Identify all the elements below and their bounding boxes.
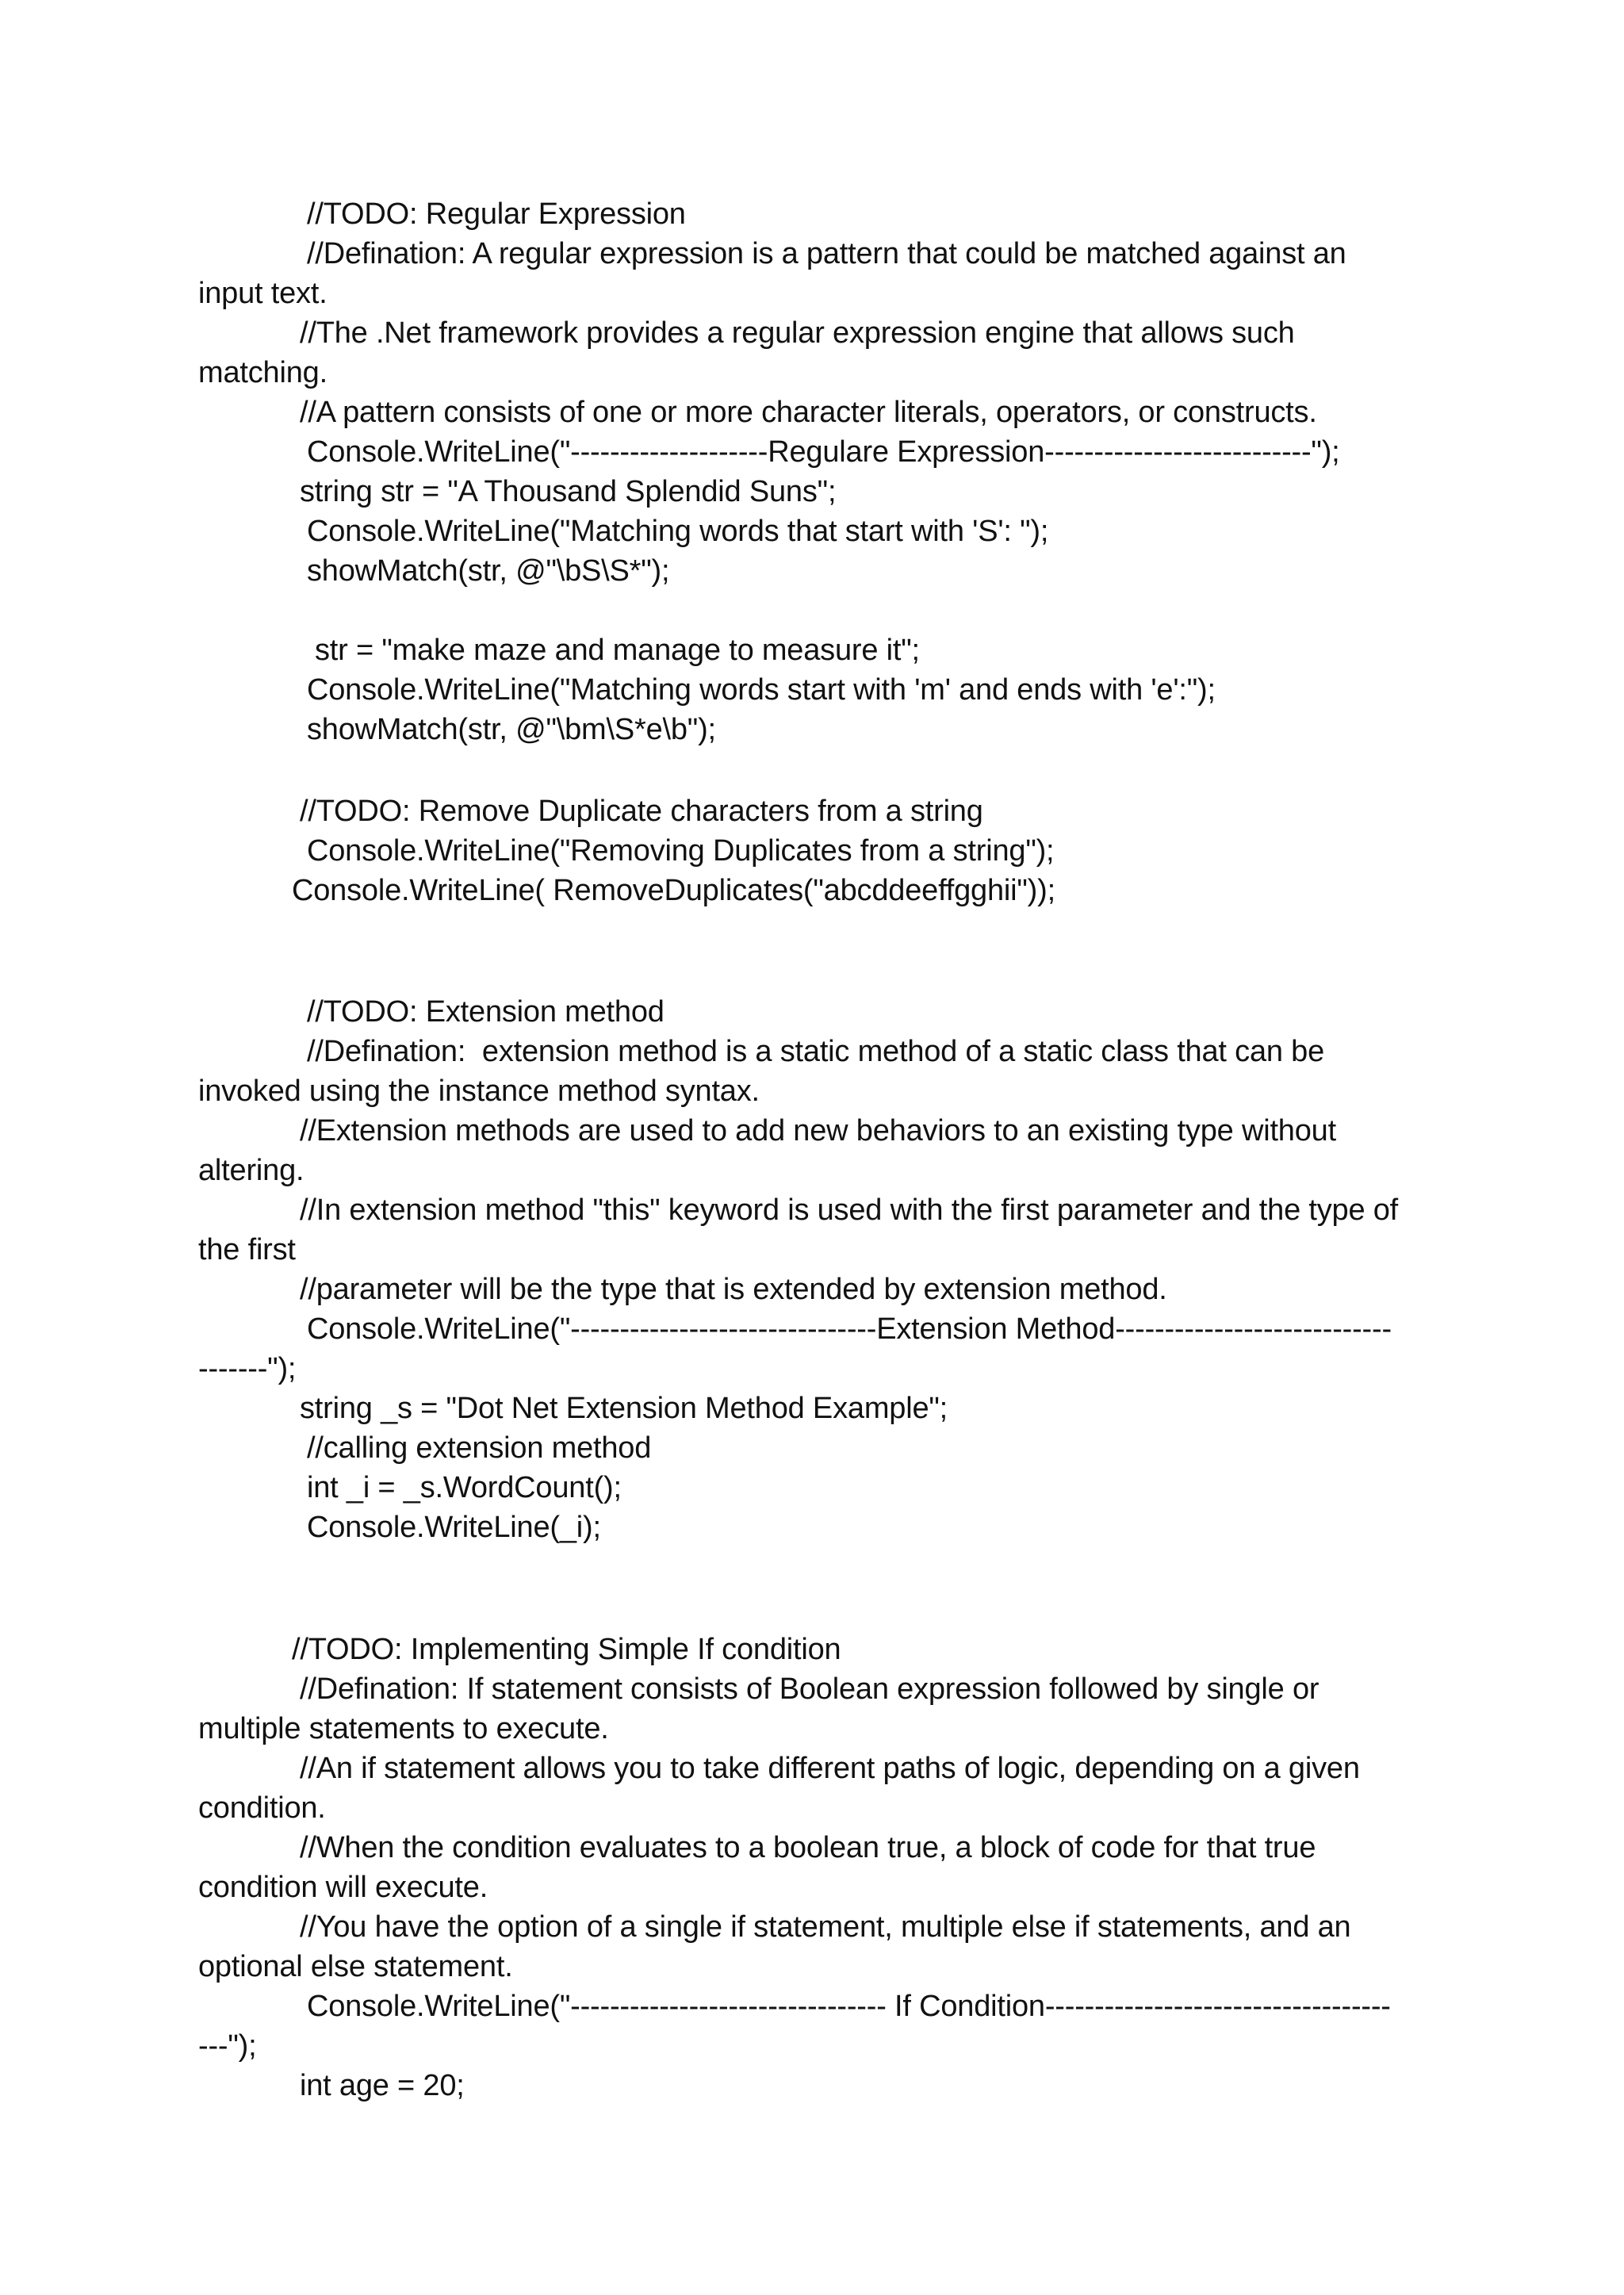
regex-string-declaration: string str = "A Thousand Splendid Suns"; <box>300 475 837 508</box>
regex-definition-continuation: input text. <box>198 277 327 310</box>
regex-framework-continuation: matching. <box>198 356 327 389</box>
if-definition-comment: //Defination: If statement consists of Boolean expression followed by single or <box>300 1672 1320 1706</box>
regex-match-s-message: Console.WriteLine("Matching words that start with 'S': "); <box>307 515 1049 548</box>
regex-show-match-s: showMatch(str, @"\bS\S*"); <box>307 554 670 588</box>
if-paths-comment: //An if statement allows you to take different paths of logic, depending on a given <box>300 1752 1360 1785</box>
extension-output-line: Console.WriteLine(_i); <box>307 1511 601 1544</box>
extension-this-comment: //In extension method "this" keyword is used with the first parameter and the type of <box>300 1193 1399 1227</box>
regex-pattern-comment: //A pattern consists of one or more character literals, operators, or constructs. <box>300 396 1317 429</box>
if-options-continuation: optional else statement. <box>198 1950 513 1983</box>
regex-match-m-message: Console.WriteLine("Matching words start with 'm' and ends with 'e':"); <box>307 673 1216 707</box>
regex-header-code-line: Console.WriteLine("--------------------Regulare Expression---------------------------"); <box>307 435 1340 469</box>
extension-calling-comment: //calling extension method <box>307 1431 652 1465</box>
extension-todo-comment: //TODO: Extension method <box>307 995 665 1029</box>
duplicate-todo-comment: //TODO: Remove Duplicate characters from a string <box>300 795 983 828</box>
extension-this-continuation: the first <box>198 1233 296 1266</box>
extension-purpose-continuation: altering. <box>198 1154 304 1187</box>
regex-todo-comment: //TODO: Regular Expression <box>307 197 686 231</box>
regex-show-match-m: showMatch(str, @"\bm\S*e\b"); <box>307 713 716 746</box>
if-true-comment: //When the condition evaluates to a boolean true, a block of code for that true <box>300 1831 1316 1864</box>
extension-wordcount-line: int _i = _s.WordCount(); <box>307 1471 622 1504</box>
extension-header-code-line: Console.WriteLine("-------------------------------Extension Method---------------------------- <box>307 1312 1392 1346</box>
extension-definition-comment: //Defination: extension method is a static method of a static class that can be <box>307 1035 1325 1068</box>
extension-purpose-comment: //Extension methods are used to add new behaviors to an existing type without <box>300 1114 1336 1148</box>
duplicate-call-line: Console.WriteLine( RemoveDuplicates("abcddeeffgghii")); <box>292 874 1055 907</box>
extension-header-continuation: -------"); <box>198 1352 297 1385</box>
if-header-code-line: Console.WriteLine("-------------------------------- If Condition----------------------------------- <box>307 1990 1391 2023</box>
extension-definition-continuation: invoked using the instance method syntax. <box>198 1075 760 1108</box>
if-options-comment: //You have the option of a single if statement, multiple else if statements, and an <box>300 1910 1351 1944</box>
if-true-continuation: condition will execute. <box>198 1871 488 1904</box>
if-header-continuation: ---"); <box>198 2029 257 2063</box>
if-paths-continuation: condition. <box>198 1791 326 1825</box>
extension-string-declaration: string _s = "Dot Net Extension Method Example"; <box>300 1392 948 1425</box>
extension-parameter-comment: //parameter will be the type that is extended by extension method. <box>300 1273 1167 1306</box>
if-age-declaration: int age = 20; <box>300 2069 465 2102</box>
duplicate-message-line: Console.WriteLine("Removing Duplicates from a string"); <box>307 834 1055 868</box>
regex-framework-comment: //The .Net framework provides a regular expression engine that allows such <box>300 316 1295 350</box>
if-todo-comment: //TODO: Implementing Simple If condition <box>292 1633 841 1666</box>
if-definition-continuation: multiple statements to execute. <box>198 1712 609 1745</box>
regex-second-string: str = "make maze and manage to measure it"; <box>315 634 920 667</box>
regex-definition-comment: //Defination: A regular expression is a pattern that could be matched against an <box>307 237 1346 270</box>
